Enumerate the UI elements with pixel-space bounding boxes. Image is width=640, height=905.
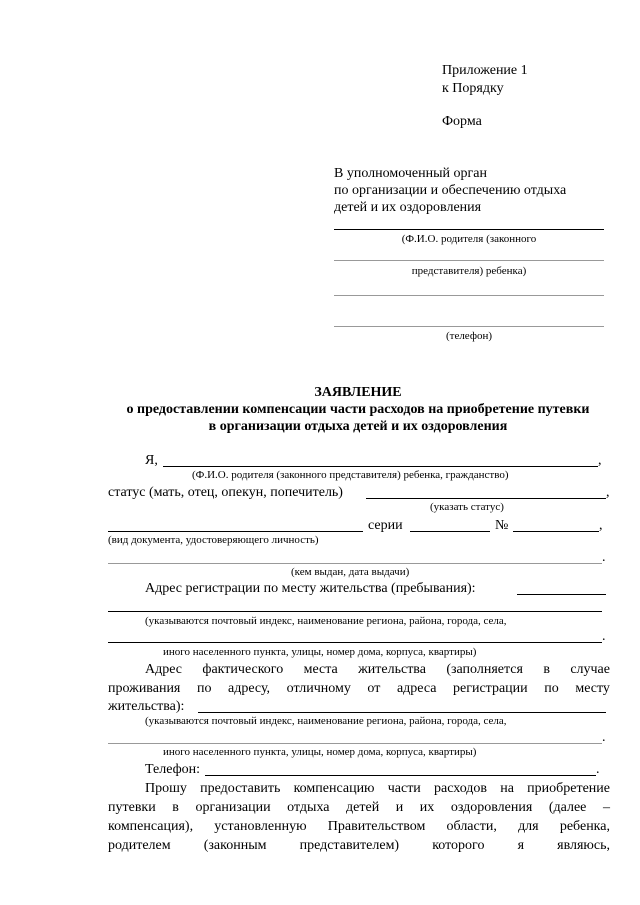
phone-blank-line: [334, 326, 604, 327]
word: расходов: [434, 781, 488, 796]
fio-blank-line-2: [334, 260, 604, 261]
word: –: [602, 800, 610, 815]
word: места: [303, 662, 338, 677]
fio-hint: (Ф.И.О. родителя (законного: [401, 233, 537, 245]
word: месту: [575, 681, 610, 696]
word: адреса: [396, 681, 437, 696]
request-line-4: [108, 837, 610, 854]
status-hint: (указать статус): [430, 501, 504, 513]
ya-comma: ,: [598, 453, 602, 468]
request-line-1: [145, 780, 610, 797]
word: компенсацию: [293, 781, 375, 796]
word: являюсь,: [557, 838, 610, 853]
word: родителем: [108, 838, 171, 853]
word: (далее: [548, 800, 587, 815]
appendix-label: Приложение 1: [442, 63, 528, 78]
word: организации: [195, 800, 271, 815]
reg-address-label: Адрес регистрации по месту жительства (пребывания):: [145, 581, 476, 596]
word: (заполняется: [446, 662, 523, 677]
word: в: [543, 662, 550, 677]
issued-blank-line: [108, 563, 602, 564]
number-label: №: [495, 518, 509, 533]
phone-label: Телефон:: [145, 762, 201, 777]
word: проживания: [108, 681, 181, 696]
reg-address-blank-line: [517, 594, 606, 595]
word: приобретение: [527, 781, 610, 796]
fact-address-line-3: жительства):: [108, 699, 185, 714]
word: которого: [432, 838, 485, 853]
fio-blank-line: [334, 229, 604, 230]
word: на: [500, 781, 514, 796]
addressee-line-2: по организации и обеспечению отдыха: [334, 183, 567, 198]
word: установленную: [214, 819, 307, 834]
form-label: Форма: [442, 114, 482, 129]
word: для: [518, 819, 539, 834]
word: оздоровления: [450, 800, 533, 815]
word: от: [367, 681, 381, 696]
issued-period: .: [602, 550, 606, 565]
phone-line-blank: [205, 775, 596, 776]
word: жительства: [358, 662, 426, 677]
doc-type-hint: (вид документа, удостоверяющего личность): [108, 534, 319, 546]
fact-address-blank-line: [198, 712, 606, 713]
word: по: [544, 681, 559, 696]
word: и: [395, 800, 404, 815]
word: Правительством: [327, 819, 426, 834]
fact-address-line-1: [145, 661, 610, 678]
fact-address-hint-2: иного населенного пункта, улицы, номер дома, корпуса, квартиры): [163, 746, 477, 758]
request-line-2: [108, 799, 610, 816]
series-blank-line: [410, 531, 490, 532]
fact-address-line-2: [108, 680, 610, 697]
word: по: [196, 681, 212, 696]
word: в: [172, 800, 179, 815]
word: области,: [446, 819, 497, 834]
word: путевки: [108, 800, 156, 815]
document-subtitle-2: в организации отдыха детей и их оздоровления: [208, 419, 508, 434]
number-blank-line: [513, 531, 599, 532]
document-subtitle-1: о предоставлении компенсации части расходов на приобретение путевки: [126, 402, 590, 417]
reg-address-period: .: [602, 629, 606, 644]
word: предоставить: [200, 781, 281, 796]
word: случае: [570, 662, 610, 677]
word: представителем): [299, 838, 400, 853]
request-line-3: [108, 818, 610, 835]
addressee-line-3: детей и их оздоровления: [334, 200, 482, 215]
word: Прошу: [145, 781, 187, 796]
status-comma: ,: [606, 485, 610, 500]
doc-type-blank-line: [108, 531, 363, 532]
fio-citizenship-hint: (Ф.И.О. родителя (законного представителя) ребенка, гражданство): [192, 469, 509, 481]
word: отдыха: [287, 800, 330, 815]
word: отличному: [286, 681, 351, 696]
document-title: ЗАЯВЛЕНИЕ: [314, 385, 402, 400]
word: (законным: [203, 838, 267, 853]
reg-address-hint-1: (указываются почтовый индекс, наименование региона, района, города, села,: [145, 615, 507, 627]
order-label: к Порядку: [442, 81, 504, 96]
reg-address-hint-2: иного населенного пункта, улицы, номер дома, корпуса, квартиры): [163, 646, 477, 658]
extra-blank-line: [334, 295, 604, 296]
reg-address-blank-line-2: [108, 611, 602, 612]
word: фактического: [202, 662, 284, 677]
word: адресу,: [228, 681, 271, 696]
fact-address-blank-line-2: [108, 743, 602, 744]
word: части: [387, 781, 421, 796]
status-label: статус (мать, отец, опекун, попечитель): [108, 485, 343, 500]
status-blank-line: [366, 498, 606, 499]
ya-blank-line: [163, 466, 598, 467]
ya-label: Я,: [145, 453, 158, 468]
word: регистрации: [453, 681, 528, 696]
fact-address-hint-1: (указываются почтовый индекс, наименование региона, района, города, села,: [145, 715, 507, 727]
phone-hint: (телефон): [445, 330, 493, 342]
series-label: серии: [368, 518, 403, 533]
word: Адрес: [145, 662, 183, 677]
word: компенсация),: [108, 819, 194, 834]
word: ребенка,: [559, 819, 610, 834]
doc-comma: ,: [599, 518, 603, 533]
word: я: [517, 838, 525, 853]
word: детей: [346, 800, 380, 815]
repr-hint: представителя) ребенка): [411, 265, 527, 277]
issued-hint: (кем выдан, дата выдачи): [291, 566, 410, 578]
addressee-line-1: В уполномоченный орган: [334, 166, 487, 181]
word: их: [419, 800, 435, 815]
reg-address-blank-line-3: [108, 642, 602, 643]
fact-address-period: .: [602, 730, 606, 745]
phone-period: .: [596, 762, 600, 777]
